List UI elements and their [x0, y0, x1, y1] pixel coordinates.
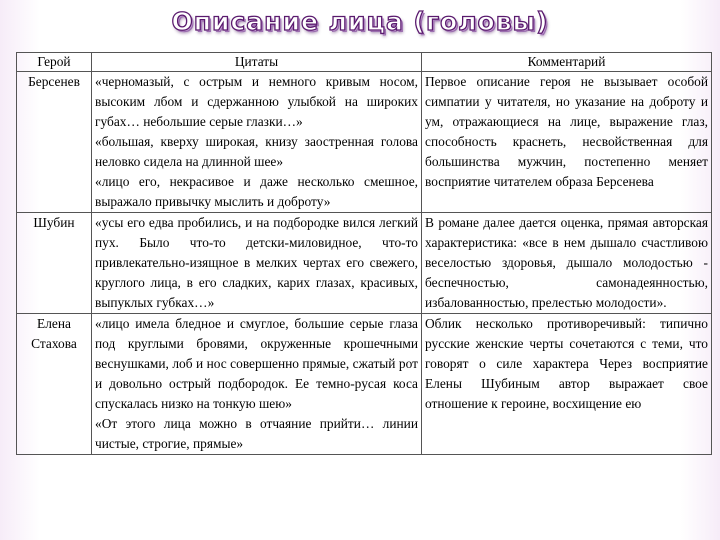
header-quotes: Цитаты: [92, 53, 422, 72]
table-header-row: [17, 53, 712, 72]
hero-table: [16, 52, 712, 455]
slide-title: Описание лица (головы): [171, 7, 549, 36]
table-row: [17, 314, 712, 455]
quotes-cell: [92, 213, 422, 314]
table-row: [17, 72, 712, 213]
quote: «От этого лица можно в отчаяние прийти… линии чистые, строгие, прямые»: [95, 416, 418, 451]
quote: «усы его едва пробились, и на подбородке вился легкий пух. Было что-то детски-миловидное, что-то привлекательно-изящное в мелких чертах его свежего, круглого лица, в его сладких, карих глазах, красивых, выпуклых губках…»: [95, 215, 418, 310]
quote: «лицо его, некрасивое и даже несколько смешное, выражало привычку мыслить и доброту»: [95, 174, 418, 209]
quotes-cell: [92, 314, 422, 455]
comment-cell: В романе далее дается оценка, прямая авторская характеристика: «все в нем дышало счастливою веселостью здоровья, дышало молодостью - беспечностью, самонадеянностью, избалованностью, прелестью молодости».: [422, 213, 712, 314]
quote: «большая, кверху широкая, книзу заостренная голова неловко сидела на длинной шее»: [95, 134, 418, 169]
header-hero: Герой: [17, 53, 92, 72]
comment-cell: Облик несколько противоречивый: типично русские женские черты сочетаются с теми, что говорят о силе характера Через восприятие Елены Шубиным автор выражает свое отношение к героине, восхищение ею: [422, 314, 712, 455]
quote: «лицо имела бледное и смуглое, большие серые глаза под круглыми бровями, окруженные крошечными веснушками, лоб и нос совершенно прямые, сжатый рот и довольно острый подбородок. Ее темно-русая коса спускалась низко на тонкую шею»: [95, 316, 418, 411]
hero-name: Шубин: [17, 213, 92, 314]
hero-name: Елена Стахова: [17, 314, 92, 455]
hero-name: Берсенев: [17, 72, 92, 213]
quotes-cell: [92, 72, 422, 213]
table-row: [17, 213, 712, 314]
header-comment: Комментарий: [422, 53, 712, 72]
comment-cell: Первое описание героя не вызывает особой симпатии у читателя, но указание на доброту и ум, отражающиеся на лице, выражение глаз, способность краснеть, несвойственная для большинства мужчин, постепенно меняет восприятие читателем образа Берсенева: [422, 72, 712, 213]
quote: «черномазый, с острым и немного кривым носом, высоким лбом и сдержанною улыбкой на широких губах… небольшие серые глазки…»: [95, 74, 418, 129]
